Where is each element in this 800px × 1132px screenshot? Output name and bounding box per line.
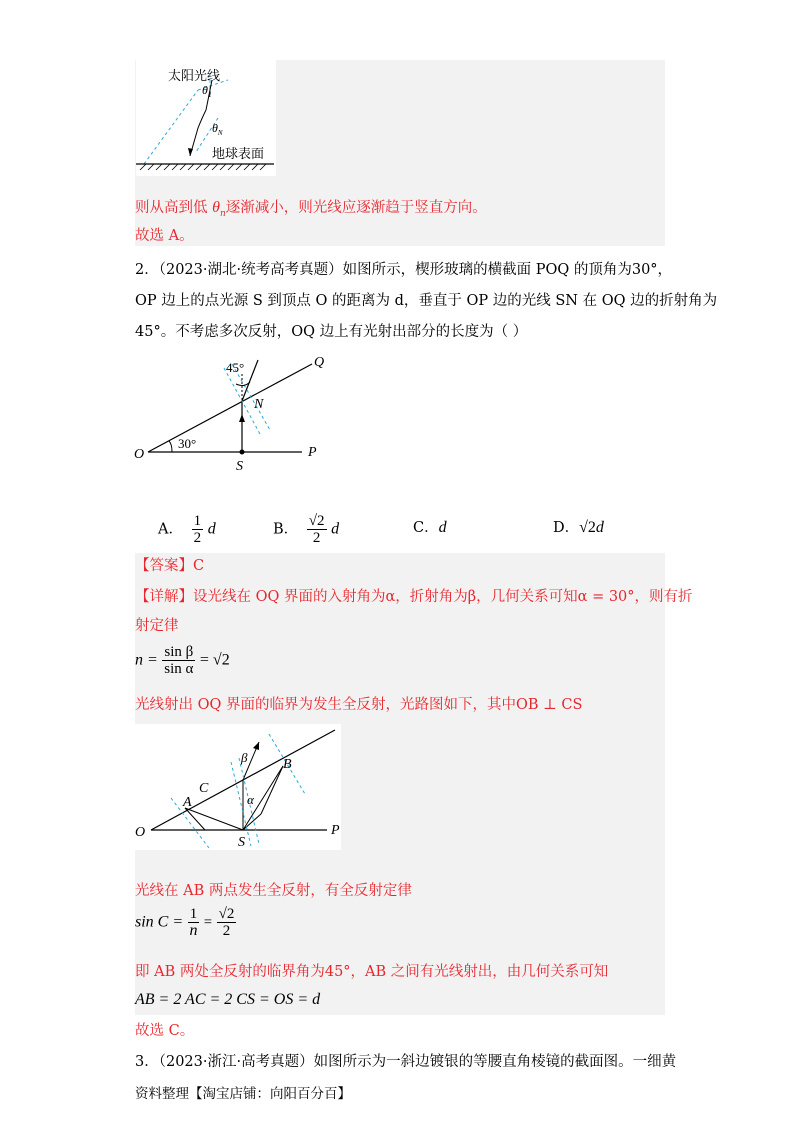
detail-line2: 射定律 — [135, 618, 179, 634]
fig3-label-B: B — [283, 757, 292, 772]
fig3-label-O: O — [135, 825, 146, 840]
figure-sunlight — [136, 60, 276, 176]
label-N: N — [254, 397, 264, 412]
fig3-label-A: A — [183, 795, 192, 810]
total-reflection-line: 光线在 AB 两点发生全反射，有全反射定律 — [135, 883, 412, 899]
figure-wedge — [132, 352, 342, 478]
label-P: P — [308, 445, 317, 460]
option-b[interactable]: B． $\frac{√2}{2}$ d — [273, 513, 340, 546]
option-a[interactable]: A． $\frac{1}{2}$ d — [158, 513, 216, 546]
figure-light-path — [135, 724, 341, 850]
fig3-label-S: S — [238, 835, 245, 850]
q3-line1: 3．（2023·浙江·高考真题）如图所示为一斜边镀银的等腰直角棱镜的截面图。一细黄 — [135, 1054, 677, 1070]
q2-line3: 45°。不考虑多次反射，OQ 边上有光射出部分的长度为（ ） — [135, 324, 528, 340]
earth-label: 地球表面 — [212, 146, 265, 161]
final-equation: AB = 2 AC = 2 CS = OS = d — [135, 991, 321, 1008]
footer-note: 资料整理【淘宝店铺：向阳百分百】 — [135, 1086, 351, 1102]
label-S: S — [236, 459, 243, 474]
angle-45-label: 45° — [226, 360, 245, 375]
prev-choice: 故选 A。 — [135, 228, 194, 244]
fig3-label-beta: β — [241, 750, 248, 765]
label-Q: Q — [314, 355, 325, 370]
critical-line: 光线射出 OQ 界面的临界为发生全反射，光路图如下，其中OB ⊥ CS — [135, 697, 583, 713]
sun-label: 太阳光线 — [168, 68, 221, 83]
sinc-equation: sin C = $\frac{1}{n}$ = $\frac{√2}{2}$ — [135, 906, 235, 939]
fig3-label-P: P — [331, 823, 340, 838]
theta1-label: $\theta_1$ — [202, 83, 212, 99]
detail-line1: 【详解】设光线在 OQ 界面的入射角为α，折射角为β，几何关系可知α = 30°，则有折 — [135, 589, 693, 605]
prev-answer-line: 则从高到低 $\theta_n$逐渐减小，则光线应逐渐趋于竖直方向。 — [135, 199, 487, 219]
option-d[interactable]: D．√2d — [553, 519, 604, 536]
option-c[interactable]: C．d — [413, 519, 447, 536]
q2-line1: 2．（2023·湖北·统考高考真题）如图所示，楔形玻璃的横截面 POQ 的顶角为30°， — [135, 262, 673, 278]
snell-law-equation: n = $\frac{\text{sin β}}{\text{sin α}}$ = √2 — [135, 644, 230, 677]
fig3-label-C: C — [199, 781, 209, 796]
label-O: O — [134, 447, 145, 462]
thetan-label: $\theta_N$ — [212, 121, 223, 137]
conclude-line: 即 AB 两处全反射的临界角为45°，AB 之间有光线射出，由几何关系可知 — [135, 964, 609, 980]
fig3-label-alpha: α — [247, 792, 254, 807]
answer-tag: 【答案】C — [135, 558, 205, 574]
q2-line2: OP 边上的点光源 S 到顶点 O 的距离为 d，垂直于 OP 边的光线 SN 在 OQ 边的折射角为 — [135, 293, 718, 309]
answer-choice: 故选 C。 — [135, 1023, 195, 1039]
angle-30-label: 30° — [178, 436, 197, 451]
